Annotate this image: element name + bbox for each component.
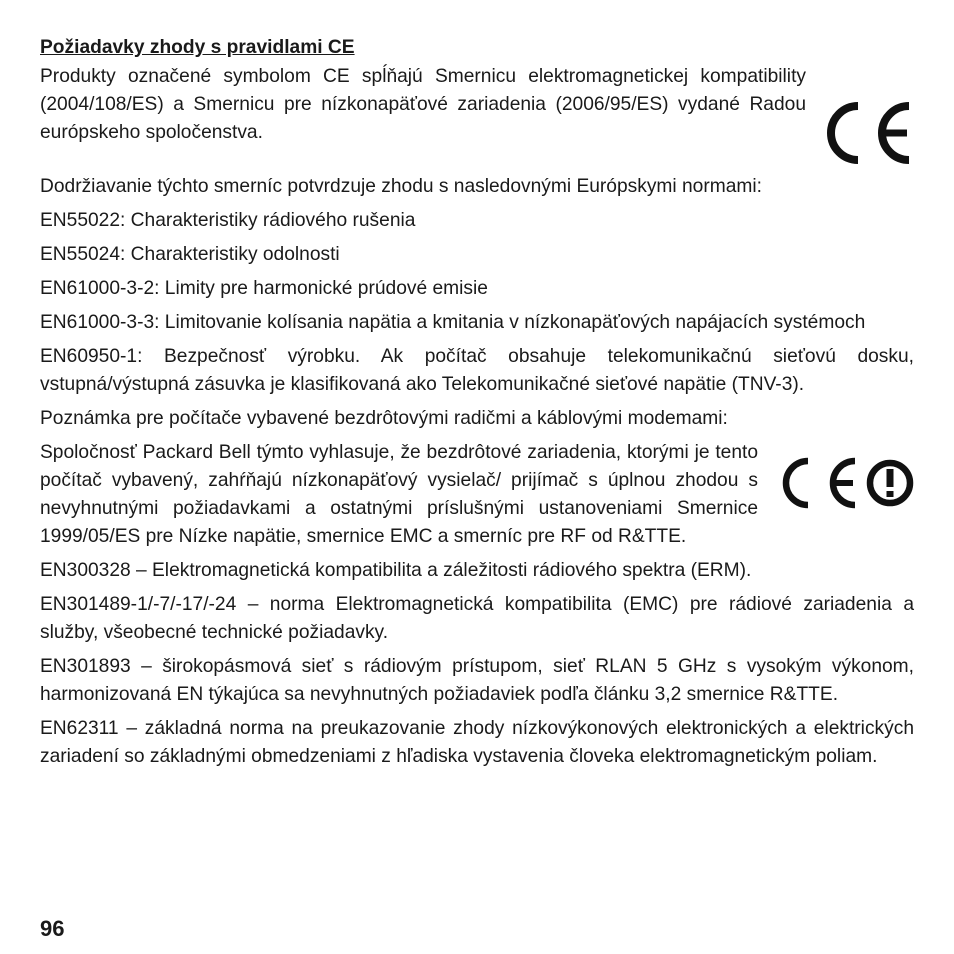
paragraph-text: Produkty označené symbolom CE spĺňajú Smernicu elektromagnetickej kompatibility (2004/108/ES) a Smernicu pre nízkonapäťové zariadenia (2006/95/ES) vydané Radou európskeho spoločenstva.	[40, 66, 806, 143]
paragraph-standards-intro: Dodržiavanie týchto smerníc potvrdzuje zhodu s nasledovnými Európskymi normami:	[40, 176, 762, 197]
section-heading: Požiadavky zhody s pravidlami CE	[40, 37, 355, 58]
page-number: 96	[40, 916, 65, 941]
standard-en55024: EN55024: Charakteristiky odolnosti	[40, 244, 340, 265]
ce-alert-mark-icon	[780, 455, 914, 511]
paragraph-ce-directives	[40, 63, 914, 167]
standard-en55022: EN55022: Charakteristiky rádiového rušenia	[40, 210, 416, 231]
standard-en300328: EN300328 – Elektromagnetická kompatibilita a záležitosti rádiového spektra (ERM).	[40, 560, 752, 581]
standard-en60950-1: EN60950-1: Bezpečnosť výrobku. Ak počítač obsahuje telekomunikačnú sieťovú dosku, vstupná/výstupná zásuvka je klasifikovaná ako Telekomunikačné sieťové napätie (TNV-3).	[40, 346, 914, 395]
document-page	[40, 36, 914, 777]
wireless-note-heading: Poznámka pre počítače vybavené bezdrôtovými radičmi a káblovými modemami:	[40, 408, 728, 429]
standard-en301893: EN301893 – širokopásmová sieť s rádiovým prístupom, sieť RLAN 5 GHz s vysokým výkonom, harmonizovaná EN týkajúca sa nevyhnutných požiadaviek podľa článku 3,2 smernice R&TTE.	[40, 656, 914, 705]
paragraph-packard-bell-declaration	[40, 439, 914, 551]
ce-mark-icon	[820, 99, 914, 167]
standard-en61000-3-2: EN61000-3-2: Limity pre harmonické prúdové emisie	[40, 278, 488, 299]
standard-en301489: EN301489-1/-7/-17/-24 – norma Elektromagnetická kompatibilita (EMC) pre rádiové zariadenia a služby, všeobecné technické požiadavky.	[40, 594, 914, 643]
standard-en62311: EN62311 – základná norma na preukazovanie zhody nízkovýkonových elektronických a elektrických zariadení so základnými obmedzeniami z hľadiska vystavenia človeka elektromagnetickým poliam.	[40, 718, 914, 767]
standard-en61000-3-3: EN61000-3-3: Limitovanie kolísania napätia a kmitania v nízkonapäťových napájacích systémoch	[40, 312, 866, 333]
paragraph-text: Spoločnosť Packard Bell týmto vyhlasuje, že bezdrôtové zariadenia, ktorými je tento počítač vybavený, zahŕňajú nízkonapäťový vysielač/ prijímač s úplnou zhodou s nevyhnutnými požiadavkami a ostatnými príslušnými ustanoveniami Smernice 1999/05/ES pre Nízke napätie, smernice EMC a smerníc pre RF od R&TTE.	[40, 442, 758, 547]
